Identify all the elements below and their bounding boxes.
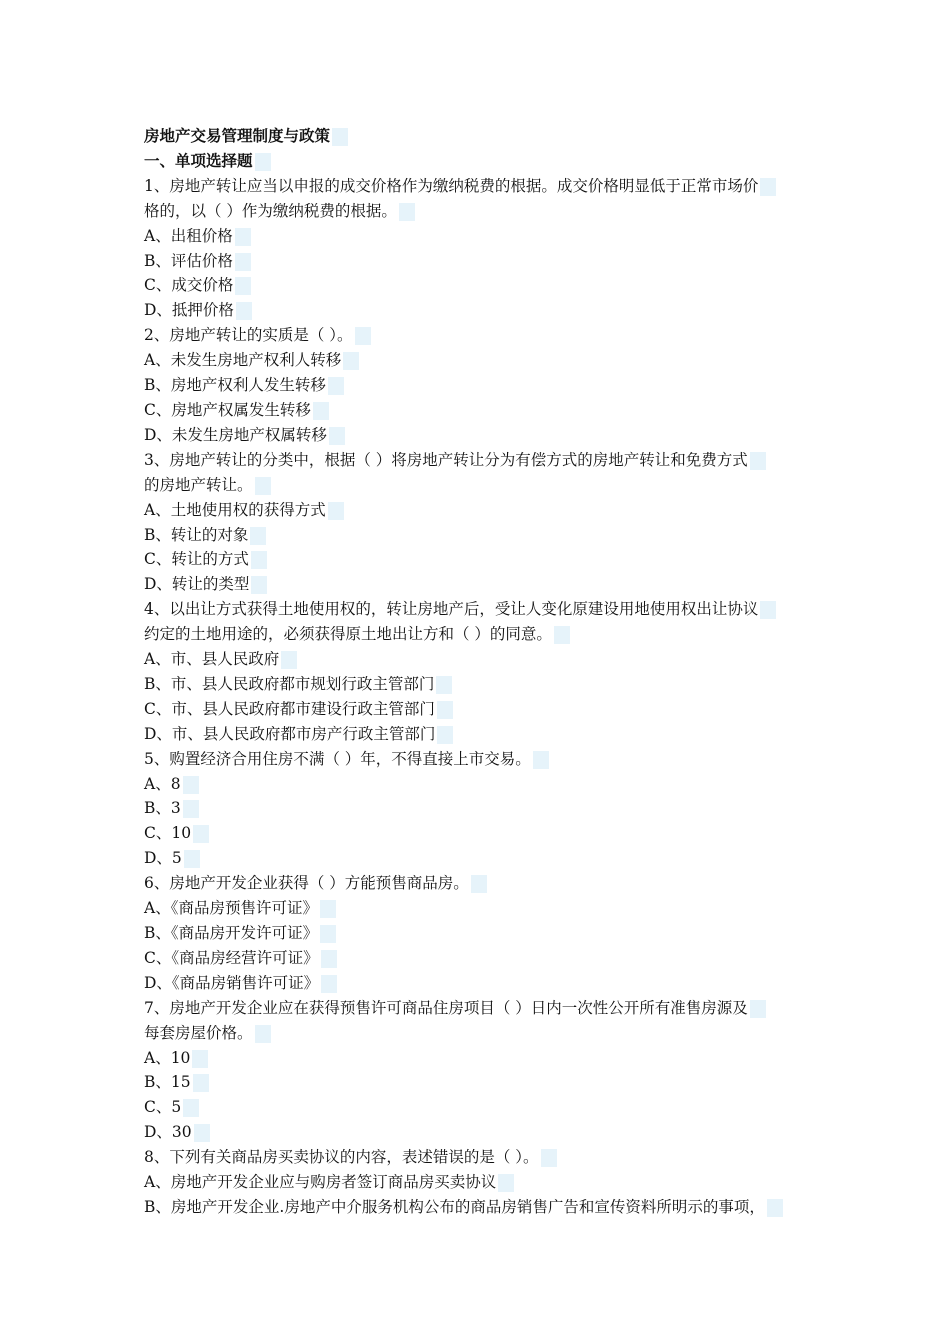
text-line: 2、房地产转让的实质是（ ）。 (144, 323, 834, 348)
text-line: C、市、县人民政府都市建设行政主管部门 (144, 697, 834, 722)
text-line: 格的，以（ ）作为缴纳税费的根据。 (144, 199, 834, 224)
text-line: A、《商品房预售许可证》 (144, 896, 834, 921)
text-line: B、房地产权利人发生转移 (144, 373, 834, 398)
text-line: D、市、县人民政府都市房产行政主管部门 (144, 722, 834, 747)
text-line: B、市、县人民政府都市规划行政主管部门 (144, 672, 834, 697)
text-line: 3、房地产转让的分类中，根据（ ）将房地产转让分为有偿方式的房地产转让和免费方式 (144, 448, 834, 473)
text-line: B、《商品房开发许可证》 (144, 921, 834, 946)
text-line: D、30 (144, 1120, 834, 1145)
text-line: D、《商品房销售许可证》 (144, 971, 834, 996)
document-title: 房地产交易管理制度与政策 (144, 124, 834, 149)
text-line: A、房地产开发企业应与购房者签订商品房买卖协议 (144, 1170, 834, 1195)
text-line: 4、以出让方式获得土地使用权的，转让房地产后，受让人变化原建设用地使用权出让协议 (144, 597, 834, 622)
text-line: 8、下列有关商品房买卖协议的内容，表述错误的是（ ）。 (144, 1145, 834, 1170)
text-line: A、出租价格 (144, 224, 834, 249)
text-line: B、3 (144, 796, 834, 821)
text-line: C、5 (144, 1095, 834, 1120)
section-heading: 一、单项选择题 (144, 149, 834, 174)
text-line: C、10 (144, 821, 834, 846)
text-line: A、未发生房地产权利人转移 (144, 348, 834, 373)
text-line: B、转让的对象 (144, 523, 834, 548)
text-line: C、房地产权属发生转移 (144, 398, 834, 423)
text-line: B、评估价格 (144, 249, 834, 274)
text-line: A、10 (144, 1046, 834, 1071)
text-line: C、转让的方式 (144, 547, 834, 572)
text-line: D、未发生房地产权属转移 (144, 423, 834, 448)
text-line: 5、购置经济合用住房不满（ ）年，不得直接上市交易。 (144, 747, 834, 772)
document-body (144, 124, 834, 1220)
text-line: C、《商品房经营许可证》 (144, 946, 834, 971)
text-line: 1、房地产转让应当以申报的成交价格作为缴纳税费的根据。成交价格明显低于正常市场价 (144, 174, 834, 199)
text-line: 7、房地产开发企业应在获得预售许可商品住房项目（ ）日内一次性公开所有准售房源及 (144, 996, 834, 1021)
text-line: B、房地产开发企业.房地产中介服务机构公布的商品房销售广告和宣传资料所明示的事项， (144, 1195, 834, 1220)
text-line: D、5 (144, 846, 834, 871)
text-line: A、8 (144, 772, 834, 797)
text-line: 约定的土地用途的，必须获得原土地出让方和（ ）的同意。 (144, 622, 834, 647)
text-line: 的房地产转让。 (144, 473, 834, 498)
text-line: D、转让的类型 (144, 572, 834, 597)
text-line: D、抵押价格 (144, 298, 834, 323)
text-line: C、成交价格 (144, 273, 834, 298)
text-line: A、土地使用权的获得方式 (144, 498, 834, 523)
text-line: B、15 (144, 1070, 834, 1095)
text-line: A、市、县人民政府 (144, 647, 834, 672)
text-line: 每套房屋价格。 (144, 1021, 834, 1046)
text-line: 6、房地产开发企业获得（ ）方能预售商品房。 (144, 871, 834, 896)
